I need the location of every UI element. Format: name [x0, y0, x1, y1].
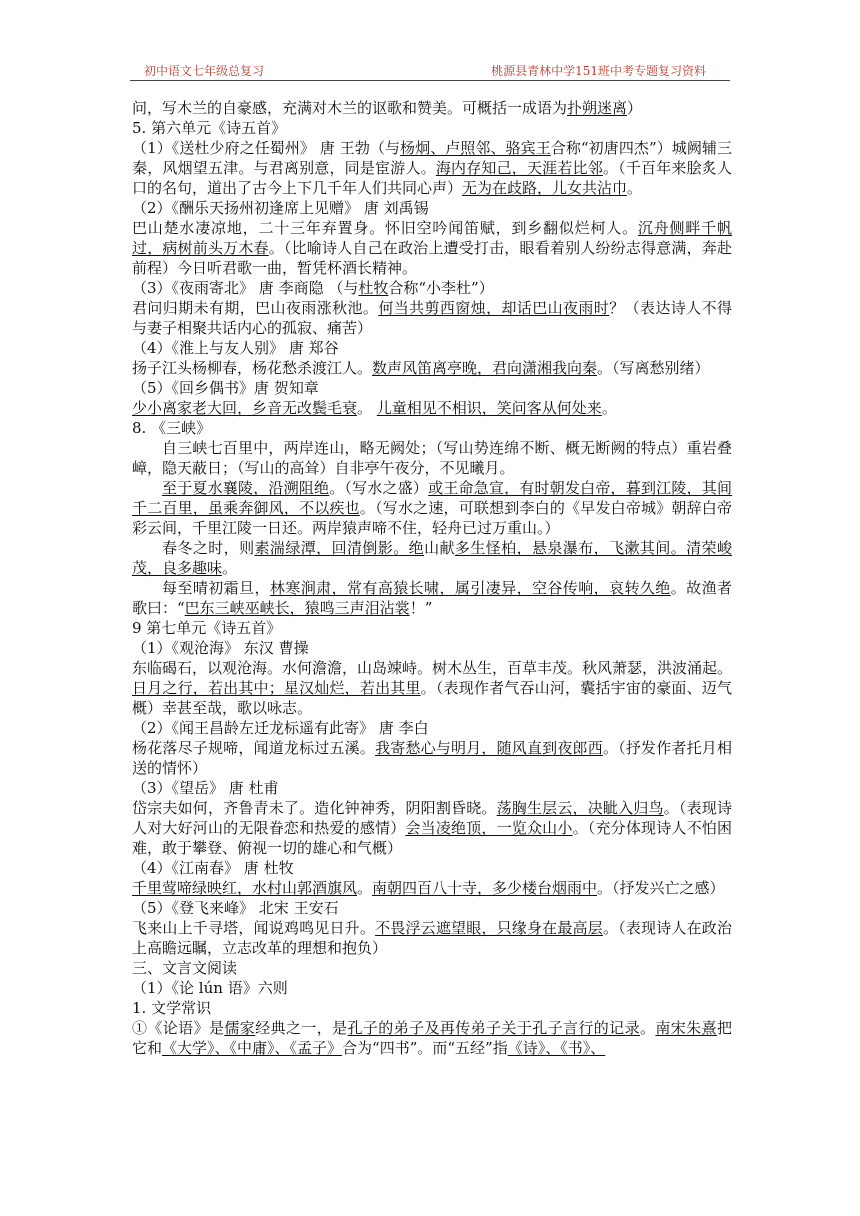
- text-segment: 。: [627, 179, 643, 197]
- underlined-key-phrase: 《诗》、《书》、: [507, 1039, 606, 1057]
- underlined-key-phrase: 荡胸生层云，决眦入归鸟: [496, 799, 664, 817]
- text-segment: 5. 第六单元《诗五首》: [132, 119, 287, 137]
- text-paragraph: [132, 958, 732, 978]
- text-segment: 春冬之时，则: [162, 539, 255, 557]
- text-segment: 。: [357, 399, 377, 417]
- text-segment: （1）《论 lún 语》六则: [132, 979, 288, 997]
- text-segment: （3）《望岳》 唐 杜甫: [132, 779, 279, 797]
- text-paragraph: [132, 338, 732, 358]
- text-segment: 。（千百年来脍炙人口的名句，道出了古今上下几千年人们共同心声）: [132, 159, 732, 197]
- underlined-key-phrase: 儒家: [224, 1019, 256, 1037]
- underlined-key-phrase: 数声风笛离亭晚，君向潇湘我向秦: [372, 359, 598, 377]
- text-segment: 。故渔者歌曰：“: [132, 579, 732, 617]
- text-paragraph: [132, 778, 732, 798]
- text-segment: 。（比喻诗人自己在政治上遭受打击，眼看着别人纷纷志得意满，奔赴前程）今日听君歌一曲，暂凭杯酒长精神。: [132, 239, 732, 277]
- text-segment: ！”: [409, 599, 433, 617]
- text-paragraph: [132, 998, 732, 1018]
- text-segment: （5）《登飞来峰》 北宋 王安石: [132, 899, 339, 917]
- underlined-key-phrase: 或王命急宣，有时朝发白帝，暮到江陵，其间千二百里，虽乘奔御风，不以疾也: [132, 479, 732, 517]
- text-segment: 合称“小李杜”）: [388, 279, 494, 297]
- text-segment: （1）《观沧海》 东汉 曹操: [132, 639, 309, 657]
- text-segment: 岱宗夫如何，齐鲁青未了。造化钟神秀，阴阳割昏晓。: [132, 799, 497, 817]
- underlined-key-phrase: 素湍绿潭，回清倒影。绝: [254, 539, 425, 557]
- text-paragraph: [132, 138, 732, 198]
- underlined-key-phrase: 我寄愁心与明月，随风直到夜郎西: [375, 739, 603, 757]
- text-paragraph: [132, 358, 732, 378]
- underlined-key-phrase: 扑朔迷离: [567, 99, 628, 117]
- underlined-key-phrase: 杨炯、卢照邻、骆宾王: [400, 139, 551, 157]
- underlined-key-phrase: 海内存知己，天涯若比邻: [435, 159, 603, 177]
- text-segment: 自三峡七百里中，两岸连山，略无阙处；（写山势连绵不断、概无断阙的特点）重岩叠嶂，隐天蔽日；（写山的高耸）自非亭午夜分，不见曦月。: [132, 439, 732, 477]
- underlined-key-phrase: 沉舟侧畔千帆过，病树前头万木春: [132, 219, 732, 257]
- underlined-key-phrase: 《大学》、《中庸》、《孟子》: [162, 1039, 343, 1057]
- text-segment: 。（抒发作者托月相送的情怀）: [132, 739, 732, 777]
- text-paragraph: [132, 858, 732, 878]
- text-paragraph: [132, 618, 732, 638]
- underlined-key-phrase: 日月之行，若出其中；星汉灿烂，若出其里: [132, 679, 421, 697]
- text-paragraph: [132, 98, 732, 118]
- text-segment: 把它和: [132, 1019, 732, 1057]
- text-segment: 巴山楚水凄凉地，二十三年弃置身。怀旧空吟闻笛赋，到乡翻似烂柯人。: [132, 219, 638, 237]
- text-segment: 8. 《三峡》: [132, 419, 212, 437]
- text-segment: （4）《江南春》 唐 杜牧: [132, 859, 294, 877]
- text-paragraph: [132, 278, 732, 298]
- text-segment: 9 第七单元《诗五首》: [132, 619, 282, 637]
- text-segment: 三、文言文阅读: [132, 959, 238, 977]
- underlined-key-phrase: 多生怪柏，悬泉瀑布，飞漱其间。清荣峻茂，良多趣味: [132, 539, 732, 577]
- text-paragraph: [132, 578, 732, 618]
- text-segment: ①《论语》是: [132, 1019, 225, 1037]
- underlined-key-phrase: 千里莺啼绿映红，水村山郭酒旗风: [132, 879, 358, 897]
- text-paragraph: [132, 638, 732, 658]
- text-segment: 。（充分体现诗人不怕困难，敢于攀登、俯视一切的雄心和气概）: [132, 819, 732, 857]
- text-segment: 。（写水之速，可联想到李白的《早发白帝城》朝辞白帝彩云间，千里江陵一日还。两岸猿声啼不住，轻舟已过万重山。）: [132, 499, 732, 537]
- underlined-key-phrase: 南朝四百八十寺，多少楼台烟雨中: [372, 879, 598, 897]
- underlined-key-phrase: 林寒涧肃，常有高猿长啸，属引凄异，空谷传响，哀转久绝: [269, 579, 671, 597]
- text-paragraph: [132, 438, 732, 478]
- header-left-title: 初中语文七年级总复习: [144, 64, 265, 78]
- text-paragraph: [132, 918, 732, 958]
- text-segment: （3）《夜雨寄北》 唐 李商隐 （与: [132, 279, 359, 297]
- text-paragraph: [132, 978, 732, 998]
- underlined-key-phrase: 会当凌绝顶，一览众山小: [405, 819, 573, 837]
- text-paragraph: [132, 898, 732, 918]
- text-paragraph: [132, 478, 732, 538]
- underlined-key-phrase: 南宋朱熹: [655, 1019, 717, 1037]
- text-paragraph: [132, 798, 732, 858]
- underlined-key-phrase: 少小离家老大回，乡音无改鬓毛衰: [132, 399, 358, 417]
- text-segment: 合称“初唐四杰”）城阙辅三秦，风烟望五津。与君离别意，同是宦游人。: [132, 139, 732, 177]
- text-segment: 飞来山上千寻塔，闻说鸡鸣见日升。: [132, 919, 376, 937]
- page-header: [130, 56, 730, 81]
- text-paragraph: [132, 1018, 732, 1058]
- text-segment: 。（表现作者气吞山河，囊括宇宙的豪面、迈气概）幸甚至哉，歌以咏志。: [132, 679, 732, 717]
- text-segment: ？（表达诗人不得与妻子相聚共话内心的孤寂、痛苦）: [132, 299, 732, 337]
- text-segment: 扬子江头杨柳春，杨花愁杀渡江人。: [132, 359, 373, 377]
- text-segment: 。（表现诗人在政治上高瞻远瞩，立志改革的理想和抱负）: [132, 919, 732, 957]
- text-segment: 合为“四书”。而“五经”指: [342, 1039, 508, 1057]
- underlined-key-phrase: 杜牧: [358, 279, 389, 297]
- text-paragraph: [132, 198, 732, 218]
- text-paragraph: [132, 658, 732, 678]
- text-paragraph: [132, 738, 732, 778]
- text-segment: 。（写离愁别绪）: [597, 359, 710, 377]
- underlined-key-phrase: 不畏浮云遮望眼，只缘身在最高层: [375, 919, 603, 937]
- text-paragraph: [132, 538, 732, 578]
- underlined-key-phrase: 至于夏水襄陵，沿溯阻绝: [162, 479, 330, 497]
- text-paragraph: [132, 718, 732, 738]
- text-segment: 东临碣石，以观沧海。水何澹澹，山岛竦峙。树木丛生，百草丰茂。秋风萧瑟，洪波涌起。: [132, 659, 733, 677]
- text-segment: 经典之一，是: [255, 1019, 348, 1037]
- text-paragraph: [132, 398, 732, 418]
- text-segment: （1）《送杜少府之任蜀州》 唐 王勃（与: [132, 139, 401, 157]
- text-segment: 山献: [424, 539, 455, 557]
- text-segment: 杨花落尽子规啼，闻道龙标过五溪。: [132, 739, 376, 757]
- text-segment: （2）《酬乐天扬州初逢席上见赠》 唐 刘禹锡: [132, 199, 429, 217]
- underlined-key-phrase: 何当共剪西窗烛，却话巴山夜雨时: [378, 299, 610, 317]
- document-body: [132, 98, 732, 1058]
- header-right-title: 桃源县青林中学151班中考专题复习资料: [491, 64, 706, 78]
- text-segment: 每至晴初霜旦，: [162, 579, 270, 597]
- text-segment: 1. 文学常识: [132, 999, 212, 1017]
- text-segment: （4）《淮上与友人别》 唐 郑谷: [132, 339, 339, 357]
- underlined-key-phrase: 儿童相见不相识，笑问客从何处来: [376, 399, 602, 417]
- text-segment: 。: [357, 879, 373, 897]
- text-segment: ）: [627, 99, 643, 117]
- text-segment: 君问归期未有期，巴山夜雨涨秋池。: [132, 299, 379, 317]
- text-paragraph: [132, 218, 732, 278]
- text-segment: 。（抒发兴亡之感）: [597, 879, 725, 897]
- text-segment: （5）《回乡偶书》唐 贺知章: [132, 379, 319, 397]
- text-segment: 。（写水之盛）: [329, 479, 429, 497]
- text-segment: 。: [222, 559, 238, 577]
- text-segment: （2）《闻王昌龄左迁龙标遥有此寄》 唐 李白: [132, 719, 429, 737]
- underlined-key-phrase: 巴东三峡巫峡长，猿鸣三声泪沾裳: [184, 599, 410, 617]
- underlined-key-phrase: 无为在歧路，儿女共沾巾: [462, 179, 628, 197]
- underlined-key-phrase: 孔子的弟子及再传弟子关于孔子言行的记录: [347, 1019, 640, 1037]
- text-paragraph: [132, 678, 732, 718]
- text-paragraph: [132, 418, 732, 438]
- text-paragraph: [132, 378, 732, 398]
- text-paragraph: [132, 298, 732, 338]
- text-segment: 。: [639, 1019, 656, 1037]
- text-segment: 。（表现诗人对大好河山的无限眷恋和热爱的感情）: [132, 799, 732, 837]
- text-segment: 问，写木兰的自豪感，充满对木兰的讴歌和赞美。可概括一成语为: [132, 99, 568, 117]
- text-segment: 。: [601, 399, 617, 417]
- text-paragraph: [132, 878, 732, 898]
- text-paragraph: [132, 118, 732, 138]
